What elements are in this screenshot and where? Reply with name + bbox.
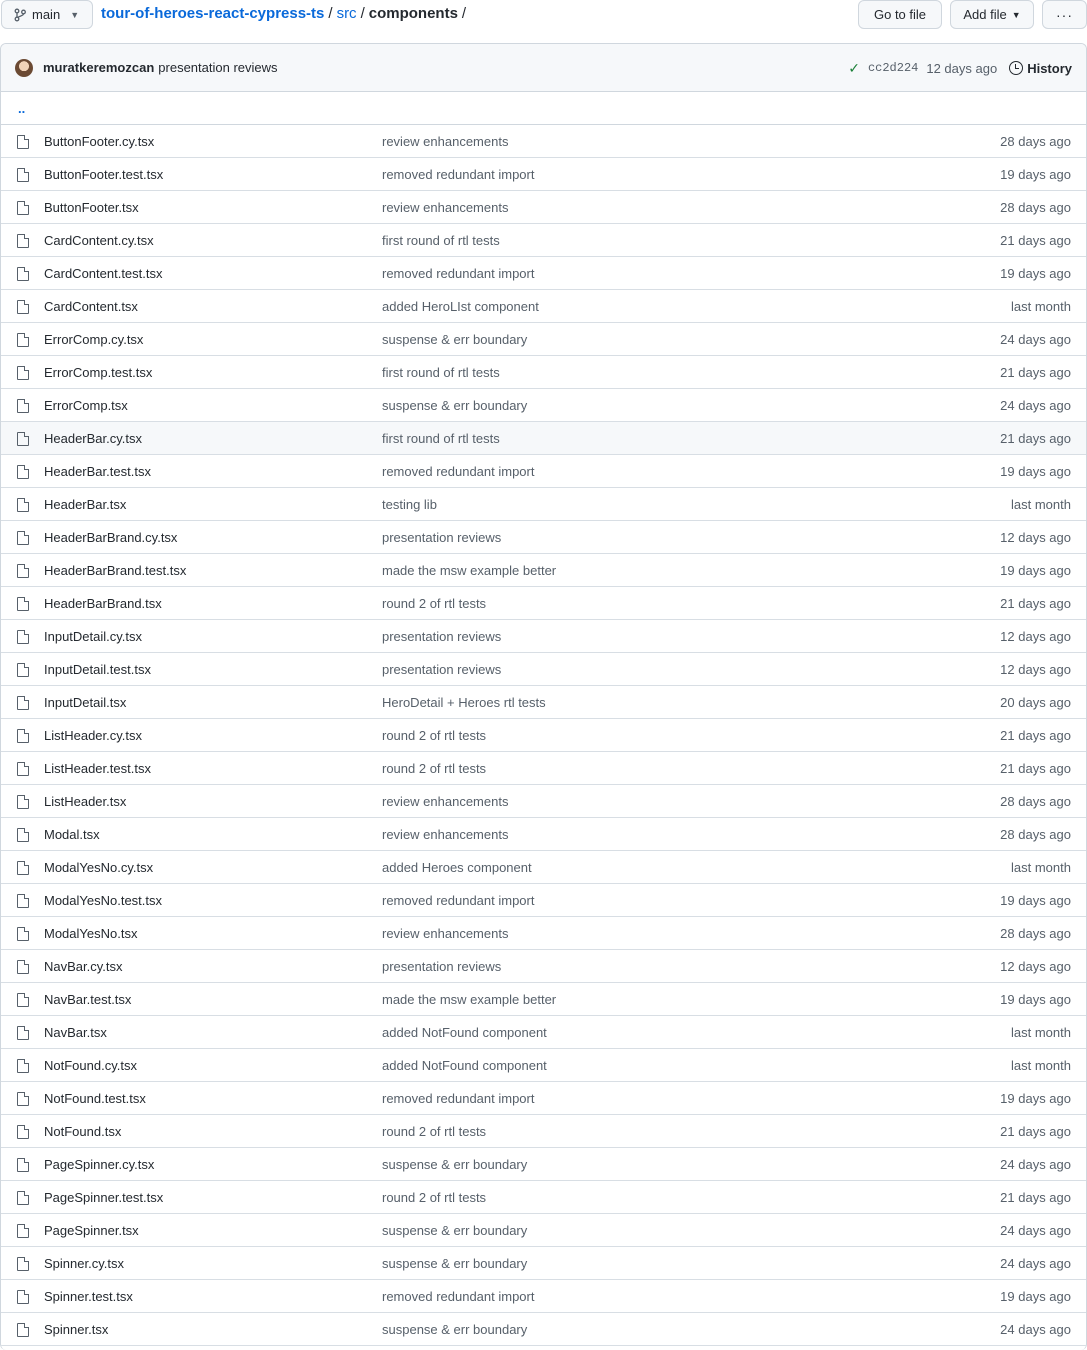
file-commit-age: 28 days ago	[1000, 200, 1071, 215]
file-icon	[17, 1092, 29, 1106]
file-row[interactable]	[1, 719, 1086, 752]
file-commit-message-link[interactable]: HeroDetail + Heroes rtl tests	[382, 695, 546, 710]
file-icon	[17, 696, 29, 710]
file-commit-message-link[interactable]: suspense & err boundary	[382, 1322, 528, 1337]
file-name-link[interactable]: ModalYesNo.test.tsx	[44, 893, 163, 908]
file-commit-age: 24 days ago	[1000, 1322, 1071, 1337]
file-commit-age: 24 days ago	[1000, 398, 1071, 413]
file-name-link[interactable]: NotFound.cy.tsx	[44, 1058, 137, 1073]
file-name-link[interactable]: HeaderBar.cy.tsx	[44, 431, 143, 446]
parent-directory-link[interactable]: ..	[1, 92, 1086, 125]
latest-commit-bar	[1, 44, 1086, 92]
file-commit-age: 21 days ago	[1000, 1190, 1071, 1205]
file-name-link[interactable]: ButtonFooter.cy.tsx	[44, 134, 155, 149]
file-commit-age: last month	[1011, 497, 1071, 512]
file-name-link[interactable]: InputDetail.cy.tsx	[44, 629, 143, 644]
more-options-button[interactable]: ···	[1042, 0, 1087, 29]
commit-meta	[848, 44, 1072, 92]
file-commit-message-link[interactable]: round 2 of rtl tests	[382, 761, 487, 776]
file-commit-message-link[interactable]: suspense & err boundary	[382, 1157, 528, 1172]
file-row[interactable]	[1, 356, 1086, 389]
file-row[interactable]	[1, 851, 1086, 884]
file-name-link[interactable]: ListHeader.test.tsx	[44, 761, 151, 776]
file-icon	[17, 630, 29, 644]
file-commit-age: 28 days ago	[1000, 794, 1071, 809]
file-name-link[interactable]: HeaderBar.test.tsx	[44, 464, 151, 479]
file-icon	[17, 1059, 29, 1073]
file-commit-age: 12 days ago	[1000, 530, 1071, 545]
file-commit-age: 21 days ago	[1000, 365, 1071, 380]
breadcrumb-separator: /	[328, 5, 333, 22]
file-commit-message-link[interactable]: added Heroes component	[382, 860, 532, 875]
file-commit-message-link[interactable]: round 2 of rtl tests	[382, 728, 487, 743]
file-icon	[17, 1191, 29, 1205]
file-commit-age: 28 days ago	[1000, 827, 1071, 842]
file-commit-age: last month	[1011, 1058, 1071, 1073]
file-row[interactable]	[1, 1247, 1086, 1280]
file-icon	[17, 927, 29, 941]
file-icon	[17, 894, 29, 908]
file-row[interactable]	[1, 686, 1086, 719]
file-commit-age: 28 days ago	[1000, 926, 1071, 941]
file-name-link[interactable]: PageSpinner.test.tsx	[44, 1190, 164, 1205]
file-commit-age: last month	[1011, 1025, 1071, 1040]
file-name-link[interactable]: ErrorComp.tsx	[44, 398, 128, 413]
file-row[interactable]	[1, 1214, 1086, 1247]
file-commit-age: 28 days ago	[1000, 134, 1071, 149]
file-commit-age: 24 days ago	[1000, 1157, 1071, 1172]
file-row[interactable]	[1, 488, 1086, 521]
file-commit-age: 12 days ago	[1000, 959, 1071, 974]
file-name-link[interactable]: NotFound.test.tsx	[44, 1091, 146, 1106]
file-commit-age: last month	[1011, 299, 1071, 314]
commit-age: 12 days ago	[926, 60, 998, 76]
file-name-link[interactable]: CardContent.cy.tsx	[44, 233, 154, 248]
commit-message-link[interactable]: presentation reviews	[158, 60, 278, 75]
breadcrumb-separator: /	[360, 5, 365, 22]
file-name-link[interactable]: CardContent.test.tsx	[44, 266, 163, 281]
file-name-link[interactable]: NotFound.tsx	[44, 1124, 122, 1139]
breadcrumb	[101, 5, 466, 22]
file-row[interactable]	[1, 554, 1086, 587]
file-commit-message-link[interactable]: added NotFound component	[382, 1058, 547, 1073]
file-commit-age: 24 days ago	[1000, 1256, 1071, 1271]
file-commit-age: 12 days ago	[1000, 629, 1071, 644]
file-icon	[17, 234, 29, 248]
file-commit-message-link[interactable]: removed redundant import	[382, 266, 535, 281]
history-label: History	[1027, 60, 1072, 76]
file-name-link[interactable]: PageSpinner.cy.tsx	[44, 1157, 155, 1172]
file-name-link[interactable]: PageSpinner.tsx	[44, 1223, 139, 1238]
breadcrumb-src-link[interactable]: src	[336, 5, 357, 22]
file-icon	[17, 597, 29, 611]
file-row[interactable]	[1, 1181, 1086, 1214]
file-commit-message-link[interactable]: removed redundant import	[382, 893, 535, 908]
commit-author-link[interactable]: muratkeremozcan	[43, 60, 155, 75]
git-branch-icon	[14, 8, 26, 22]
go-to-file-button[interactable]: Go to file	[858, 0, 942, 29]
file-commit-message-link[interactable]: removed redundant import	[382, 1091, 535, 1106]
file-name-link[interactable]: HeaderBarBrand.cy.tsx	[44, 530, 178, 545]
file-row[interactable]	[1, 389, 1086, 422]
file-commit-message-link[interactable]: removed redundant import	[382, 167, 535, 182]
file-name-link[interactable]: Spinner.tsx	[44, 1322, 109, 1337]
file-icon	[17, 168, 29, 182]
file-row[interactable]	[1, 290, 1086, 323]
file-commit-age: 21 days ago	[1000, 761, 1071, 776]
file-row[interactable]	[1, 785, 1086, 818]
file-name-link[interactable]: NavBar.test.tsx	[44, 992, 132, 1007]
file-commit-age: 19 days ago	[1000, 1091, 1071, 1106]
file-row[interactable]	[1, 1016, 1086, 1049]
file-row[interactable]	[1, 653, 1086, 686]
file-commit-message-link[interactable]: added NotFound component	[382, 1025, 547, 1040]
file-row[interactable]	[1, 620, 1086, 653]
history-link[interactable]	[1009, 61, 1072, 76]
file-icon	[17, 1026, 29, 1040]
file-row[interactable]	[1, 752, 1086, 785]
file-name-link[interactable]: Spinner.cy.tsx	[44, 1256, 124, 1271]
file-name-link[interactable]: ListHeader.cy.tsx	[44, 728, 143, 743]
file-commit-age: 21 days ago	[1000, 728, 1071, 743]
breadcrumb-repo-link[interactable]: tour-of-heroes-react-cypress-ts	[101, 5, 325, 22]
file-name-link[interactable]: ListHeader.tsx	[44, 794, 127, 809]
file-commit-age: 21 days ago	[1000, 431, 1071, 446]
file-commit-message-link[interactable]: round 2 of rtl tests	[382, 596, 487, 611]
file-commit-age: 19 days ago	[1000, 1289, 1071, 1304]
file-commit-age: 24 days ago	[1000, 332, 1071, 347]
file-icon	[17, 432, 29, 446]
file-commit-message-link[interactable]: review enhancements	[382, 827, 509, 842]
file-name-link[interactable]: Modal.tsx	[44, 827, 100, 842]
file-row[interactable]	[1, 1115, 1086, 1148]
branch-selector-button[interactable]	[1, 0, 93, 29]
file-name-link[interactable]: ButtonFooter.test.tsx	[44, 167, 164, 182]
file-commit-message-link[interactable]: added HeroLIst component	[382, 299, 539, 314]
avatar[interactable]	[15, 59, 33, 77]
file-commit-age: 21 days ago	[1000, 233, 1071, 248]
repo-toolbar	[0, 0, 1087, 30]
file-commit-message-link[interactable]: presentation reviews	[382, 959, 502, 974]
file-commit-message-link[interactable]: first round of rtl tests	[382, 233, 500, 248]
file-commit-message-link[interactable]: presentation reviews	[382, 530, 502, 545]
file-commit-message-link[interactable]: review enhancements	[382, 134, 509, 149]
breadcrumb-current: components	[368, 5, 458, 22]
file-icon	[17, 267, 29, 281]
file-icon	[17, 762, 29, 776]
file-row[interactable]	[1, 191, 1086, 224]
file-commit-message-link[interactable]: first round of rtl tests	[382, 431, 500, 446]
file-icon	[17, 1257, 29, 1271]
file-name-link[interactable]: ErrorComp.test.tsx	[44, 365, 153, 380]
file-icon	[17, 993, 29, 1007]
file-icon	[17, 795, 29, 809]
file-name-link[interactable]: ErrorComp.cy.tsx	[44, 332, 144, 347]
file-icon	[17, 333, 29, 347]
file-commit-message-link[interactable]: presentation reviews	[382, 629, 502, 644]
file-name-link[interactable]: NavBar.tsx	[44, 1025, 107, 1040]
file-row[interactable]	[1, 1049, 1086, 1082]
file-commit-age: 21 days ago	[1000, 1124, 1071, 1139]
file-row[interactable]	[1, 950, 1086, 983]
branch-name: main	[32, 7, 61, 22]
file-icon	[17, 531, 29, 545]
file-icon	[17, 399, 29, 413]
file-icon	[17, 135, 29, 149]
file-commit-age: 19 days ago	[1000, 563, 1071, 578]
file-commit-message-link[interactable]: testing lib	[382, 497, 437, 512]
file-row[interactable]	[1, 125, 1086, 158]
file-icon	[17, 465, 29, 479]
file-icon	[17, 300, 29, 314]
file-row[interactable]	[1, 818, 1086, 851]
file-name-link[interactable]: HeaderBarBrand.tsx	[44, 596, 162, 611]
file-row[interactable]	[1, 521, 1086, 554]
file-name-link[interactable]: ModalYesNo.cy.tsx	[44, 860, 154, 875]
file-icon	[17, 498, 29, 512]
file-icon	[17, 366, 29, 380]
file-commit-age: last month	[1011, 860, 1071, 875]
file-commit-message-link[interactable]: review enhancements	[382, 926, 509, 941]
file-row[interactable]	[1, 1313, 1086, 1346]
file-name-link[interactable]: HeaderBar.tsx	[44, 497, 127, 512]
file-list	[1, 125, 1086, 1346]
file-commit-age: 20 days ago	[1000, 695, 1071, 710]
file-row[interactable]	[1, 422, 1086, 455]
file-row[interactable]	[1, 1148, 1086, 1181]
file-icon	[17, 1125, 29, 1139]
file-row[interactable]	[1, 917, 1086, 950]
file-row[interactable]	[1, 158, 1086, 191]
chevron-down-icon: ▼	[70, 9, 80, 20]
file-name-link[interactable]: Spinner.test.tsx	[44, 1289, 133, 1304]
file-name-link[interactable]: HeaderBarBrand.test.tsx	[44, 563, 187, 578]
file-icon	[17, 1158, 29, 1172]
file-icon	[17, 201, 29, 215]
file-commit-message-link[interactable]: round 2 of rtl tests	[382, 1124, 487, 1139]
file-commit-message-link[interactable]: made the msw example better	[382, 992, 557, 1007]
file-name-link[interactable]: NavBar.cy.tsx	[44, 959, 123, 974]
file-row[interactable]	[1, 1082, 1086, 1115]
file-row[interactable]	[1, 455, 1086, 488]
file-commit-message-link[interactable]: suspense & err boundary	[382, 1223, 528, 1238]
file-icon	[17, 729, 29, 743]
file-name-link[interactable]: ModalYesNo.tsx	[44, 926, 138, 941]
file-commit-age: 19 days ago	[1000, 992, 1071, 1007]
file-row[interactable]	[1, 983, 1086, 1016]
file-commit-message-link[interactable]: first round of rtl tests	[382, 365, 500, 380]
file-commit-age: 12 days ago	[1000, 662, 1071, 677]
chevron-down-icon: ▼	[1011, 9, 1021, 20]
file-icon	[17, 1290, 29, 1304]
file-icon	[17, 1224, 29, 1238]
file-commit-message-link[interactable]: presentation reviews	[382, 662, 502, 677]
file-name-link[interactable]: InputDetail.tsx	[44, 695, 127, 710]
file-icon	[17, 1323, 29, 1337]
file-row[interactable]	[1, 257, 1086, 290]
file-commit-message-link[interactable]: round 2 of rtl tests	[382, 1190, 487, 1205]
file-name-link[interactable]: ButtonFooter.tsx	[44, 200, 139, 215]
file-row[interactable]	[1, 884, 1086, 917]
file-commit-message-link[interactable]: suspense & err boundary	[382, 398, 528, 413]
add-file-button[interactable]	[950, 0, 1034, 29]
file-browser	[0, 43, 1087, 1350]
file-row[interactable]	[1, 1280, 1086, 1313]
file-commit-message-link[interactable]: made the msw example better	[382, 563, 557, 578]
file-name-link[interactable]: InputDetail.test.tsx	[44, 662, 151, 677]
file-commit-age: 19 days ago	[1000, 893, 1071, 908]
file-commit-message-link[interactable]: removed redundant import	[382, 464, 535, 479]
file-commit-age: 19 days ago	[1000, 167, 1071, 182]
file-row[interactable]	[1, 224, 1086, 257]
file-icon	[17, 861, 29, 875]
file-icon	[17, 828, 29, 842]
file-icon	[17, 960, 29, 974]
file-commit-message-link[interactable]: review enhancements	[382, 200, 509, 215]
check-icon[interactable]: ✓	[848, 59, 860, 76]
file-commit-message-link[interactable]: review enhancements	[382, 794, 509, 809]
breadcrumb-separator: /	[461, 5, 467, 22]
file-row[interactable]	[1, 587, 1086, 620]
file-commit-message-link[interactable]: suspense & err boundary	[382, 332, 528, 347]
file-commit-message-link[interactable]: suspense & err boundary	[382, 1256, 528, 1271]
file-commit-message-link[interactable]: removed redundant import	[382, 1289, 535, 1304]
file-name-link[interactable]: CardContent.tsx	[44, 299, 138, 314]
file-row[interactable]	[1, 323, 1086, 356]
file-commit-age: 21 days ago	[1000, 596, 1071, 611]
file-icon	[17, 564, 29, 578]
add-file-label: Add file	[963, 7, 1007, 22]
file-commit-age: 19 days ago	[1000, 266, 1071, 281]
file-commit-age: 19 days ago	[1000, 464, 1071, 479]
file-commit-age: 24 days ago	[1000, 1223, 1071, 1238]
history-icon	[1009, 61, 1023, 75]
file-icon	[17, 663, 29, 677]
commit-sha-link[interactable]: cc2d224	[867, 61, 919, 75]
